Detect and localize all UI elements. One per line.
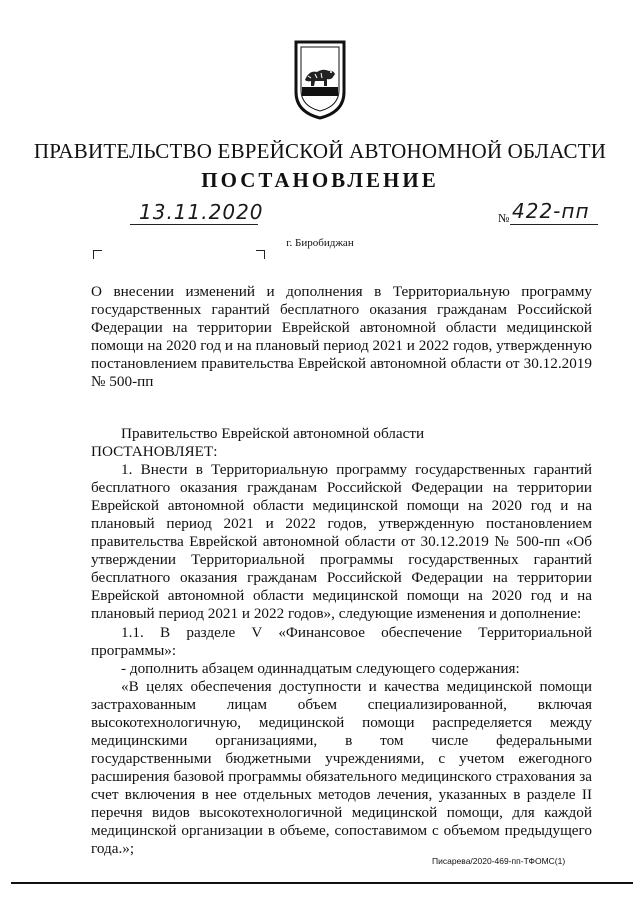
document-type-heading: ПОСТАНОВЛЕНИЕ bbox=[201, 168, 439, 192]
number-underline bbox=[510, 224, 598, 225]
intro-paragraph: Правительство Еврейской автономной области bbox=[121, 425, 425, 442]
inserted-paragraph-quote: «В целях обеспечения доступности и качества медицинской помощи застрахованным лицам объем специализированной, включая высокотехнологичную, медицинской помощи распределяется между медицинскими организациями, в том числе федеральными государственными бюджетными учреждениями, с учетом ежегодного расширения базовой программы обязательного медицинского страхования за счет включения в нее отдельных методов лечения, указанных в разделе II перечня видов высокотехнологичной медицинской помощи, для каждой медицинской организации в объеме, сопоставимом с объемом предыдущего года.»; bbox=[91, 678, 592, 857]
footer-reference: Писарева/2020-469-пп-ТФОМС(1) bbox=[432, 856, 566, 866]
number-sign: № bbox=[498, 211, 510, 225]
resolve-word: ПОСТАНОВЛЯЕТ: bbox=[91, 443, 218, 460]
item-1-1-subpoint: - дополнить абзацем одиннадцатым следующего содержания: bbox=[121, 660, 520, 677]
item-1-paragraph: 1. Внести в Территориальную программу государственных гарантий бесплатного оказания гражданам Российской Федерации на территории Еврейской автономной области медицинской помощи на 2020 год и на плановый период 2021 и 2022 годов, утвержденную постановлением правительства Еврейской автономной области от 30.12.2019 № 500-пп «Об утверждении Территориальной программы государственных гарантий бесплатного оказания гражданам Российской Федерации на территории Еврейской автономной области медицинской помощи на 2020 год и на плановый период 2021 и 2022 годов», следующие изменения и дополнение: bbox=[91, 461, 592, 622]
government-title: ПРАВИТЕЛЬСТВО ЕВРЕЙСКОЙ АВТОНОМНОЙ ОБЛАСТИ bbox=[33, 139, 607, 163]
left-corner-mark bbox=[93, 250, 102, 259]
date-underline bbox=[130, 224, 258, 225]
bottom-rule bbox=[11, 882, 633, 884]
city-line: г. Биробиджан bbox=[286, 237, 354, 249]
item-1-1-paragraph: 1.1. В разделе V «Финансовое обеспечение Территориальной программы»: bbox=[91, 624, 592, 659]
coat-of-arms-emblem bbox=[293, 40, 347, 120]
document-subject: О внесении изменений и дополнения в Территориальную программу государственных гарантий бесплатного оказания гражданам Российской Федерации на территории Еврейской автономной области медицинской помощи на 2020 год и на плановый период 2021 и 2022 годов, утвержденную постановлением правительства Еврейской автономной области от 30.12.2019 № 500-пп bbox=[91, 283, 592, 390]
right-corner-mark bbox=[256, 250, 265, 259]
handwritten-date: 13.11.2020 bbox=[139, 200, 264, 224]
handwritten-number: 422-пп bbox=[512, 199, 590, 223]
